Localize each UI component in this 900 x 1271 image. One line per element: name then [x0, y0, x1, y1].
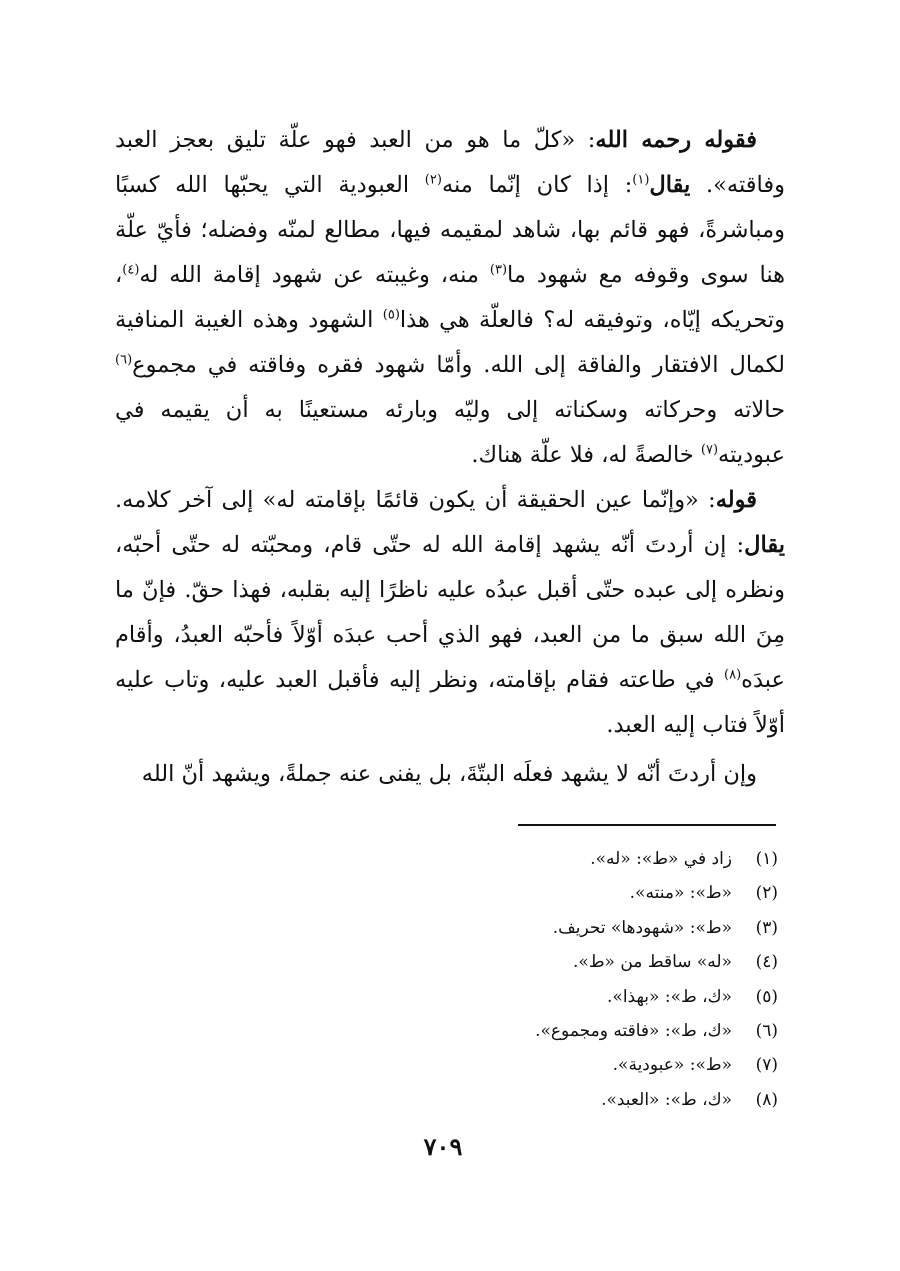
- footnote-number: (٣): [755, 917, 778, 938]
- footnote-item: [278, 980, 778, 1014]
- body-text: العبودية التي يحبّها الله كسبًا ومباشرةً، فهو قائم بها، شاهد لمقيمه فيها، مطالع لمنّه وفضله؛ فأيّ علّة هنا سوى وقوفه مع شهود ما: [115, 172, 785, 288]
- footnote-marker: (٢): [424, 172, 442, 188]
- quotation-text: : «وإنّما عين الحقيقة أن يكون قائمًا بإقامته له» إلى آخر كلامه.: [115, 487, 716, 513]
- footnote-item: [278, 1014, 778, 1048]
- body-text: : إن أردتَ أنّه يشهد إقامة الله له حتّى قام، ومحبّته له حتّى أحبّه، ونظره إلى عبده حتّى أقبل عبدُه عليه ناظرًا إليه بقلبه، فهذا حقّ. فإنّ ما مِنَ الله سبق ما من العبد، فهو الذي أحب عبدَه أوّلاً فأحبّه العبدُ، وأقام عبدَه: [115, 532, 785, 693]
- footnote-text: «ك، ط»: «فاقته ومجموع».: [535, 1021, 732, 1042]
- page-number: ٧٠٩: [423, 1132, 463, 1161]
- footnote-text: «ط»: «منته».: [629, 883, 732, 904]
- footnote-marker: (٧): [700, 442, 719, 458]
- lead-phrase: فقوله رحمه الله: [595, 127, 757, 153]
- footnote-text: «له» ساقط من «ط».: [573, 952, 732, 973]
- body-text: منه، وغيبته عن شهود إقامة الله له: [139, 262, 490, 288]
- footnote-number: (٨): [755, 1089, 778, 1110]
- footnote-item: [278, 842, 778, 876]
- lead-phrase: يقال: [649, 172, 691, 198]
- paragraph-1: [115, 118, 785, 478]
- footnote-text: «ك، ط»: «بهذا».: [607, 986, 732, 1007]
- footnote-number: (٢): [755, 883, 778, 904]
- footnote-text: «ط»: «شهودها» تحريف.: [552, 917, 732, 938]
- footnote-text: «ك، ط»: «العبد».: [601, 1089, 732, 1110]
- body-text: : إذا كان إنّما منه: [441, 172, 633, 198]
- quotation-text: : «كلّ ما هو من العبد فهو علّة تليق بعجز العبد وفاقته».: [115, 127, 785, 198]
- footnote-item: [278, 876, 778, 910]
- footnote-number: (٥): [755, 986, 778, 1007]
- footnote-text: زاد في «ط»: «له».: [590, 849, 732, 869]
- footnote-marker: (١): [632, 172, 650, 188]
- footnote-item: [278, 945, 778, 979]
- footnote-marker: (٥): [382, 307, 400, 323]
- footnote-marker: (٤): [122, 262, 140, 278]
- body-text: وإن أردتَ أنّه لا يشهد فعلَه البتّةَ، بل يفنى عنه جملةً، ويشهد أنّ الله: [141, 761, 757, 787]
- body-text: خالصةً له، فلا علّة هناك.: [471, 442, 701, 468]
- paragraph-2: [115, 478, 785, 748]
- footnote-item: [278, 1083, 778, 1117]
- footnote-marker: (٦): [115, 352, 133, 368]
- body-text: ، وتحريكه إيّاه، وتوفيقه له؟ فالعلّة هي هذا: [115, 262, 785, 333]
- footnotes-list: [278, 842, 778, 1117]
- footnote-marker: (٣): [489, 262, 508, 278]
- footnote-number: (١): [755, 849, 778, 869]
- footnote-item: [278, 911, 778, 945]
- body-text: حالاته وحركاته وسكناته إلى وليّه وبارئه مستعينًا به أن يقيمه في عبوديته: [115, 397, 785, 468]
- footnote-text: «ط»: «عبودية».: [612, 1055, 732, 1076]
- footnote-item: [278, 1048, 778, 1082]
- lead-phrase: يقال: [744, 532, 785, 558]
- footnote-number: (٦): [755, 1021, 778, 1042]
- body-text: في طاعته فقام بإقامته، ونظر إليه فأقبل العبد عليه، وتاب عليه أوّلاً فتاب إليه العبد.: [115, 667, 785, 738]
- paragraph-3: [115, 752, 785, 797]
- body-text: الشهود وهذه الغيبة المنافية لكمال الافتقار والفاقة إلى الله. وأمّا شهود فقره وفاقته في مجموع: [115, 307, 785, 378]
- footnote-number: (٤): [755, 952, 778, 973]
- footnote-number: (٧): [755, 1055, 778, 1076]
- lead-phrase: قوله: [715, 487, 757, 513]
- footnote-marker: (٨): [724, 667, 742, 683]
- footnote-divider: [518, 824, 776, 826]
